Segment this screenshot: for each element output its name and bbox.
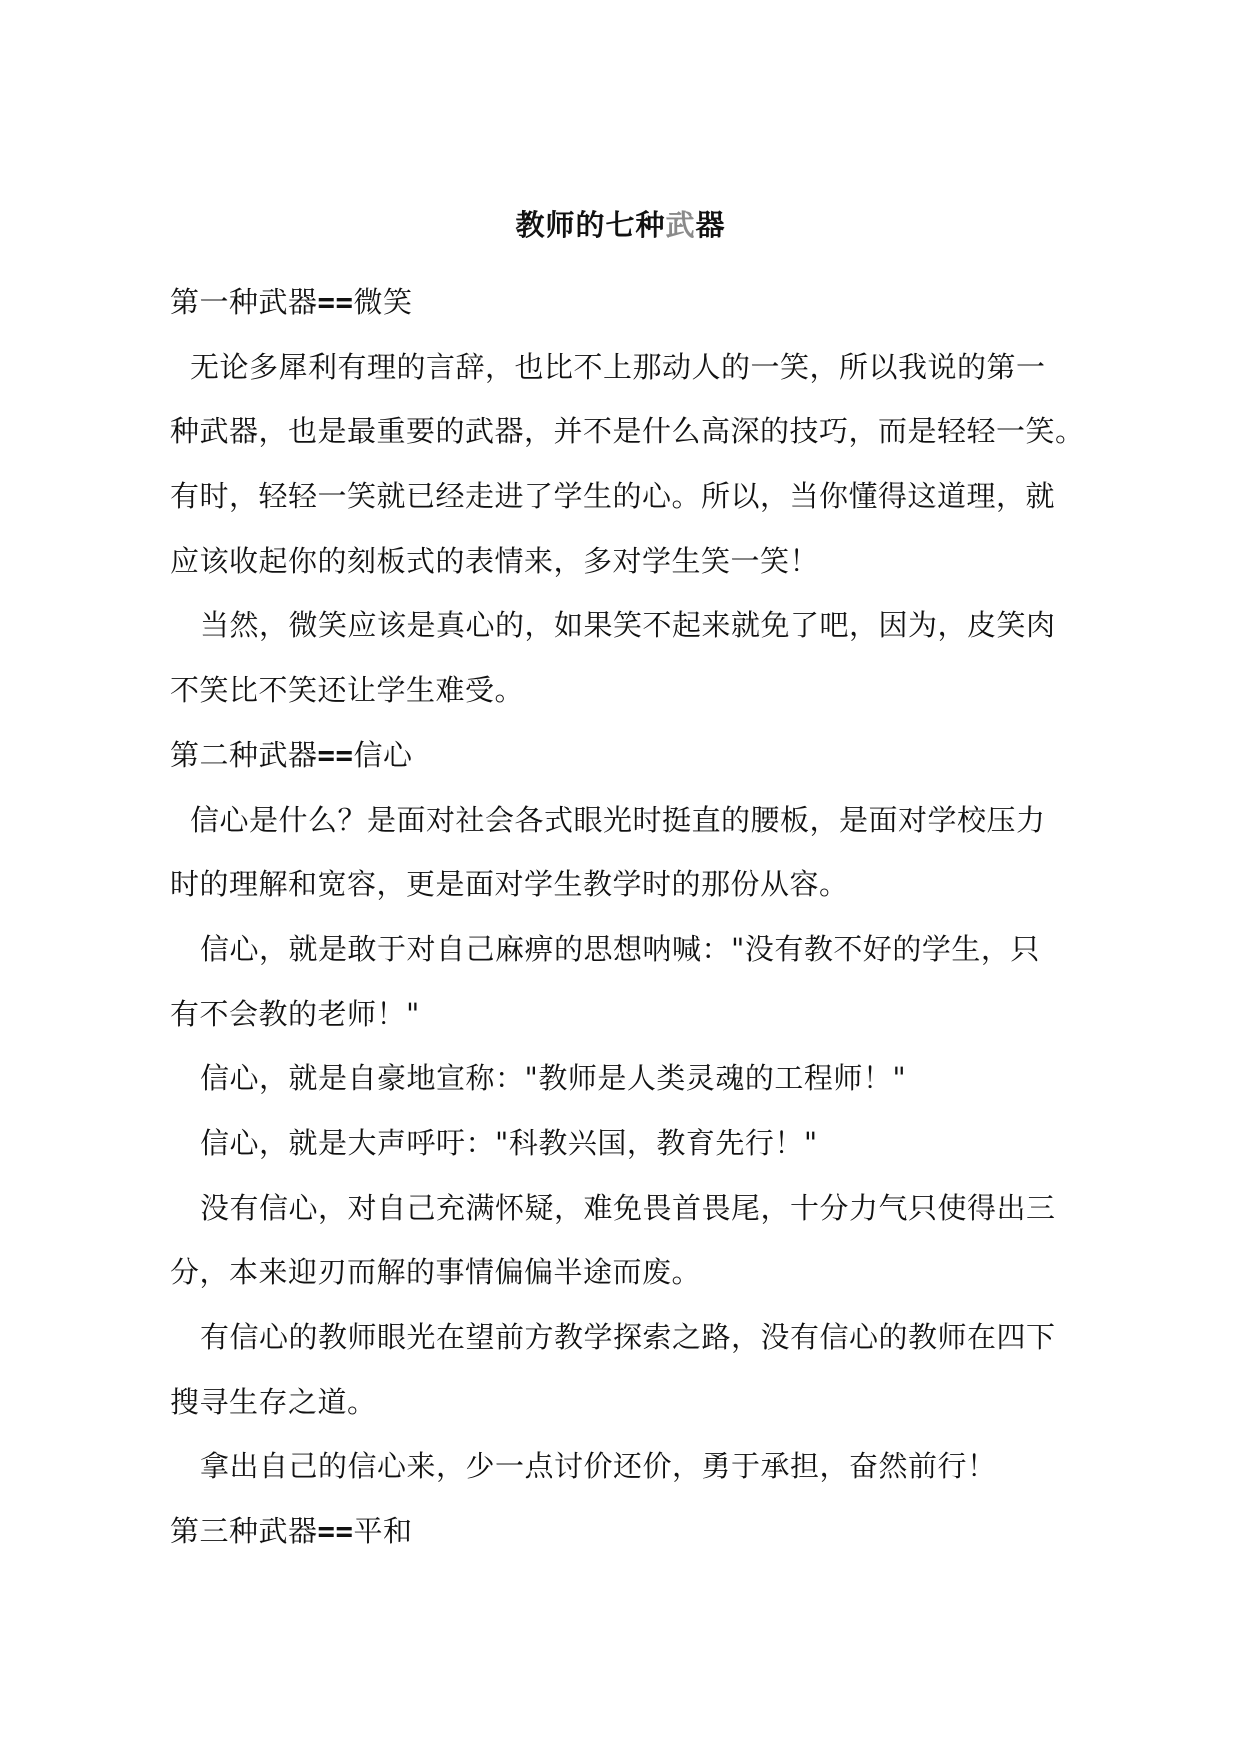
paragraph-line: 搜寻生存之道。 [170, 1384, 377, 1419]
paragraph-line: 有时，轻轻一笑就已经走进了学生的心。所以，当你懂得这道理，就 [170, 479, 1056, 514]
paragraph-line: 信心是什么？是面对社会各式眼光时挺直的腰板，是面对学校压力 [190, 802, 1046, 837]
paragraph-line: 有信心的教师眼光在望前方教学探索之路，没有信心的教师在四下 [200, 1320, 1056, 1354]
paragraph-line: 分，本来迎刃而解的事情偏偏半途而废。 [170, 1255, 702, 1290]
document-body [170, 270, 1085, 1564]
paragraph-line: 不笑比不笑还让学生难受。 [170, 673, 525, 708]
paragraph-line: 有不会教的老师！" [170, 996, 420, 1031]
paragraph-line: 拿出自己的信心来，少一点讨价还价，勇于承担，奋然前行！ [200, 1449, 997, 1484]
paragraph-line: 应该收起你的刻板式的表情来，多对学生笑一笑！ [170, 543, 820, 578]
paragraph-line: 种武器，也是最重要的武器，并不是什么高深的技巧，而是轻轻一笑。 [170, 414, 1085, 449]
section-heading-3: 第三种武器==平和 [170, 1514, 413, 1549]
paragraph-line: 信心，就是自豪地宣称："教师是人类灵魂的工程师！" [200, 1061, 907, 1096]
paragraph-line: 信心，就是敢于对自己麻痹的思想呐喊："没有教不好的学生，只 [200, 931, 1040, 966]
paragraph-line: 当然，微笑应该是真心的，如果笑不起来就免了吧，因为，皮笑肉 [200, 608, 1056, 643]
section-heading-1: 第一种武器==微笑 [170, 285, 413, 319]
paragraph-line: 信心，就是大声呼吁："科教兴国，教育先行！" [200, 1125, 818, 1160]
document-title [0, 203, 1241, 244]
paragraph-line: 没有信心，对自己充满怀疑，难免畏首畏尾，十分力气只使得出三 [200, 1190, 1056, 1225]
section-heading-2: 第二种武器==信心 [170, 737, 413, 772]
paragraph-line: 无论多犀利有理的言辞，也比不上那动人的一笑，所以我说的第一 [190, 349, 1046, 384]
paragraph-line: 时的理解和宽容，更是面对学生教学时的那份从容。 [170, 867, 849, 902]
title-end: 器 [695, 208, 726, 242]
title-highlight: 武 [665, 208, 696, 242]
title-main: 教师的七种 [515, 208, 666, 242]
